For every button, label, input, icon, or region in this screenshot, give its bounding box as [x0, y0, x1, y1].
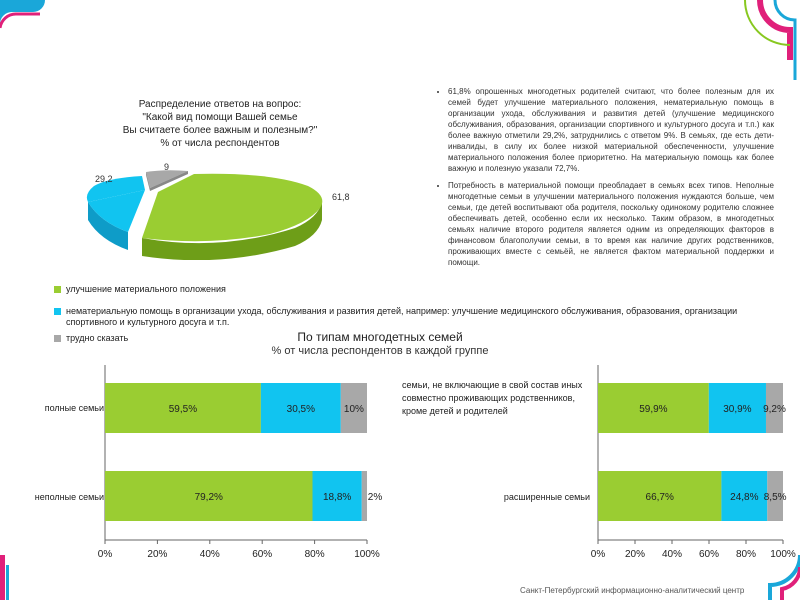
left-chart-bar-value-label: 18,8% [322, 492, 352, 503]
note-paragraph-2: • Потребность в материальной помощи преобладает в семьях всех типов. Неполные многодетные семьи в улучшении материального положения нуждаются больше, чем семьи, где детей воспитывают оба родителя, поскольку одинокому родителю сложнее обеспечивать детей, особенно если их несколько. Таким образом, в многодетных семьях наличие второго родителя является одним из определяющих факторов в финансовом благополучии семьи, в то время как наличие других родственников, проживающих вместе с семьёй, не является фактом материальной поддержки и помощи. [448, 180, 774, 268]
left-chart-tick-label: 40% [199, 549, 220, 560]
right-chart-tick-label: 40% [661, 549, 683, 560]
category-label-single-parent: неполные семьи [34, 492, 104, 502]
left-chart-bar-segment [362, 471, 367, 521]
corner-ornament-top-right [740, 0, 800, 90]
left-chart-tick-label: 60% [252, 549, 273, 560]
footer-organization: Санкт-Петербургский информационно-аналитический центр [520, 586, 745, 595]
left-chart-tick-label: 100% [354, 549, 380, 560]
right-chart-bar-value-label: 9,2% [763, 404, 786, 415]
corner-ornament-top-left [0, 0, 60, 30]
stacked-bar-chart-left [90, 365, 390, 565]
left-chart-tick-label: 0% [97, 549, 113, 560]
stacked-bar-chart-right [578, 365, 798, 565]
right-chart-tick-label: 80% [735, 549, 757, 560]
left-chart-bar-value-label: 79,2% [194, 492, 223, 503]
legend-item-nonmaterial [54, 306, 754, 328]
right-chart-tick-label: 0% [590, 549, 606, 560]
left-chart-tick-label: 20% [147, 549, 168, 560]
pie-chart [70, 160, 370, 260]
left-chart-bar-value-label: 10% [343, 404, 364, 415]
category-label-extended-families: расширенные семьи [503, 492, 590, 502]
corner-ornament-bottom-left [0, 555, 12, 600]
pie-title-line-1: Распределение ответов на вопрос: [138, 99, 302, 110]
note-paragraph-1: • 61,8% опрошенных многодетных родителей считают, что более полезным для их семей будет улучшение материального положения, нематериальную помощь в организации ухода, обслуживания и развития детей (улучшение медицинского обслуживания, образования, организации спортивного и культурного досуга и т.п.) как более важную отметили 29,2%, затруднились с ответом 9%. В семьях, где есть дети-инвалиды, в силу их более низкой материальной обеспеченности, улучшение материального положения более приоритетно. На материальную помощь как более важную и полезную указали 72,7%. [448, 86, 774, 174]
legend-label-difficult: трудно сказать [66, 333, 129, 343]
pie-title-line-4: % от числа респондентов [160, 138, 280, 149]
pie-label-difficult: 9 [164, 162, 170, 172]
right-chart-bar-value-label: 24,8% [730, 492, 759, 503]
right-chart-tick-label: 60% [698, 549, 720, 560]
left-chart-bar-value-label: 30,5% [286, 404, 316, 415]
pie-label-nonmaterial: 29,2 [95, 174, 113, 184]
category-label-full-families: полные семьи [44, 403, 104, 413]
left-chart-bar-value-label: 2% [367, 492, 383, 503]
legend-swatch-gray [54, 335, 61, 342]
pie-label-material: 61,8 [332, 192, 350, 202]
pie-title-line-3: Вы считаете более важным и полезным?" [122, 125, 318, 136]
legend-label-nonmaterial: нематериальную помощь в организации ухода, обслуживания и развития детей, например: улучшение медицинского обслуживания, образования, организации спортивного и культурного досуга и т.п. [66, 306, 738, 327]
pie-title-line-2: "Какой вид помощи Вашей семье [142, 112, 298, 123]
left-chart-bar-value-label: 59,5% [168, 404, 198, 415]
bar-chart-title: По типам многодетных семей [297, 330, 463, 344]
legend-label-material: улучшение материального положения [66, 284, 226, 294]
right-chart-tick-label: 20% [624, 549, 646, 560]
analysis-notes [438, 86, 774, 274]
pie-chart-title [95, 98, 345, 150]
bar-chart-subtitle: % от числа респондентов в каждой группе [271, 345, 489, 357]
legend-item-material [54, 284, 754, 295]
right-chart-bar-value-label: 59,9% [639, 404, 668, 415]
category-label-nuclear-families: семьи, не включающие в свой состав иных совместно проживающих родственников, кроме детей и родителей [402, 380, 583, 416]
left-chart-tick-label: 80% [304, 549, 325, 560]
right-chart-bar-value-label: 8,5% [763, 492, 787, 503]
right-chart-tick-label: 100% [770, 549, 796, 560]
right-chart-bar-value-label: 30,9% [723, 404, 752, 415]
legend-swatch-green [54, 286, 61, 293]
legend-swatch-cyan [54, 308, 61, 315]
right-chart-bar-value-label: 66,7% [645, 492, 674, 503]
